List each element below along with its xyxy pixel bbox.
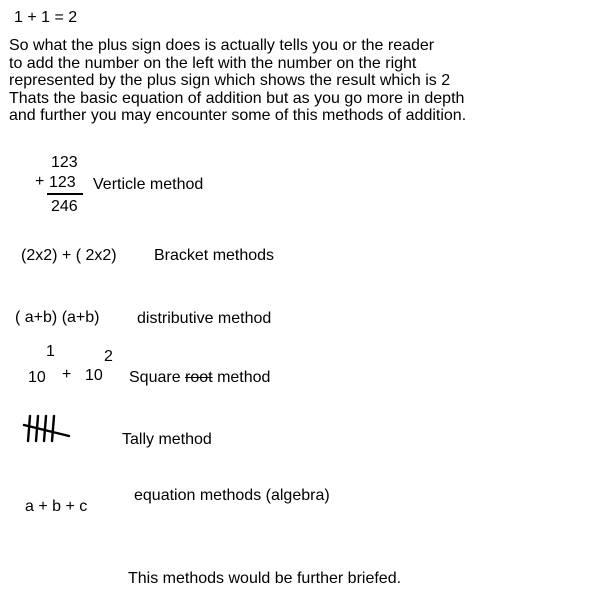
square-label-end: method <box>212 369 271 386</box>
intro-line-3: represented by the plus sign which shows the result which is 2 <box>9 72 451 90</box>
equation-method-label: equation methods (algebra) <box>134 487 330 504</box>
distributive-expression: ( a+b) (a+b) <box>15 309 100 326</box>
intro-line-1: So what the plus sign does is actually tells you or the reader <box>9 37 435 54</box>
tally-mark <box>28 416 30 441</box>
vertical-sum-line <box>47 193 83 195</box>
bracket-expression: (2x2) + ( 2x2) <box>21 247 117 264</box>
tally-method-label: Tally method <box>122 431 212 448</box>
heading-equation: 1 + 1 = 2 <box>14 9 78 26</box>
tally-cross-mark <box>24 425 69 436</box>
square-base-2: 10 <box>85 367 103 384</box>
bracket-method-label: Bracket methods <box>154 247 275 264</box>
vertical-plus-sign: + <box>35 173 45 190</box>
square-label-start: Square <box>129 369 186 386</box>
intro-paragraph <box>9 37 466 125</box>
tally-marks-icon <box>22 414 72 444</box>
vertical-result-number: 246 <box>51 198 78 215</box>
square-label-struck: root <box>185 369 213 386</box>
tally-mark <box>44 416 46 441</box>
vertical-top-number: 123 <box>51 154 78 171</box>
square-exponent-2: 2 <box>104 348 113 365</box>
vertical-method-label: Verticle method <box>93 176 204 193</box>
vertical-bottom-number: 123 <box>49 174 76 191</box>
square-base-1: 10 <box>28 369 46 386</box>
square-method-label <box>129 370 270 386</box>
square-exponent-1: 1 <box>46 343 55 360</box>
closing-sentence: This methods would be further briefed. <box>128 570 402 587</box>
equation-expression: a + b + c <box>25 498 88 515</box>
square-plus-sign: + <box>62 366 72 383</box>
intro-line-5: and further you may encounter some of this methods of addition. <box>9 107 467 125</box>
intro-line-2: to add the number on the left with the number on the right <box>9 54 417 72</box>
distributive-method-label: distributive method <box>137 310 272 327</box>
intro-line-4: Thats the basic equation of addition but as you go more in depth <box>9 89 465 107</box>
tally-mark <box>52 416 54 441</box>
